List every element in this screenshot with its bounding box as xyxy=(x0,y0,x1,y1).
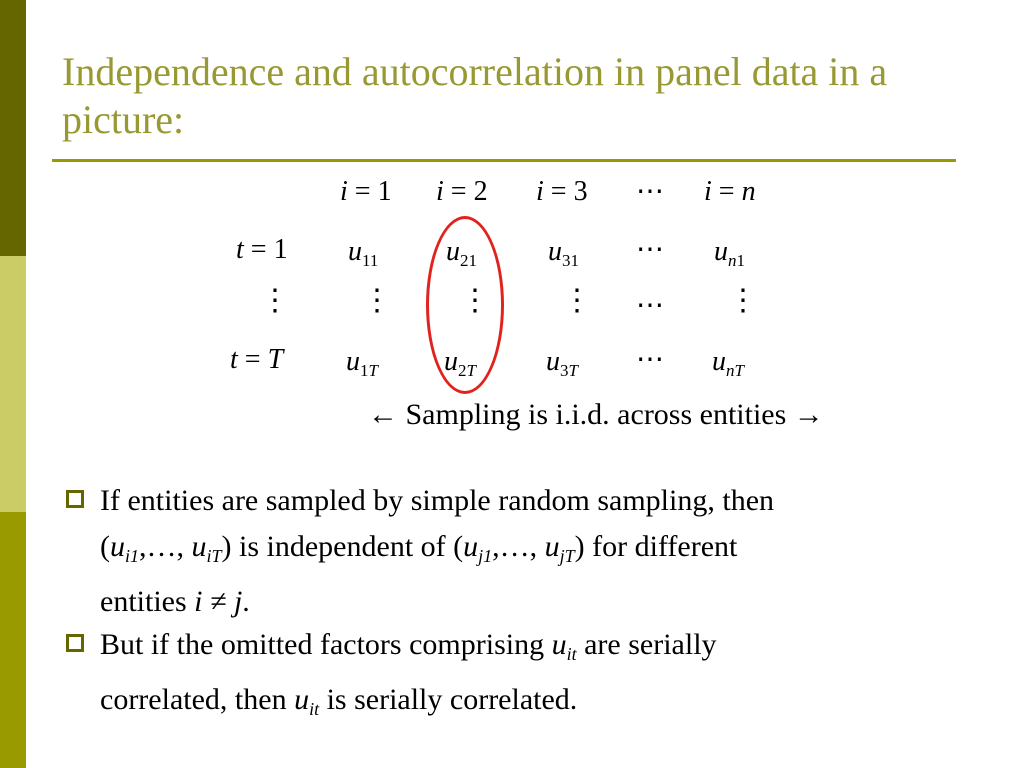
entity-2-highlight-ellipse xyxy=(426,216,504,394)
row-label-tT: t = T xyxy=(230,344,284,375)
rowT-ellipsis: ⋯ xyxy=(636,344,664,375)
bullet-independence xyxy=(66,478,966,625)
cell-unT: $u_{nT}$ xyxy=(712,346,744,380)
vdots-coln: ⋮ xyxy=(728,284,758,317)
col-header-i1: i = 1 xyxy=(340,176,392,207)
row1-ellipsis: ⋯ xyxy=(636,234,664,265)
bullet-serial-correlation-text: But if the omitted factors comprising $u_{it}$ are serially correlated, then $u_{it}$ is serially correlated. xyxy=(100,628,717,719)
cell-u1T: $u_{1T}$ xyxy=(346,346,378,380)
hdots-middle: ⋯ xyxy=(636,290,664,321)
square-bullet-icon xyxy=(66,490,84,508)
left-accent-band-bottom xyxy=(0,512,26,768)
cell-u31: $u_{31}$ xyxy=(548,236,579,270)
cell-u3T: $u_{3T}$ xyxy=(546,346,578,380)
bullet-serial-correlation xyxy=(66,622,966,732)
row-label-t1: t = 1 xyxy=(236,234,288,265)
col-header-ellipsis: ⋯ xyxy=(636,176,664,207)
slide-title: Independence and autocorrelation in panel data in a picture: xyxy=(62,49,888,142)
cell-un1: $u_{n1}$ xyxy=(714,236,745,270)
cell-u11: $u_{11}$ xyxy=(348,236,379,270)
col-header-i2: i = 2 xyxy=(436,176,488,207)
col-header-in: i = n xyxy=(704,176,756,207)
vdots-col0: ⋮ xyxy=(260,284,290,317)
vdots-col2: ⋮ xyxy=(460,284,490,317)
cell-u21: $u_{21}$ xyxy=(446,236,477,270)
col-header-i3: i = 3 xyxy=(536,176,588,207)
cell-u2T: $u_{2T}$ xyxy=(444,346,476,380)
vdots-col3: ⋮ xyxy=(562,284,592,317)
left-accent-band-middle xyxy=(0,256,26,512)
vdots-col1: ⋮ xyxy=(362,284,392,317)
square-bullet-icon xyxy=(66,634,84,652)
left-accent-band-top xyxy=(0,0,26,256)
title-underline xyxy=(52,159,956,162)
sampling-note: ← Sampling is i.i.d. across entities → xyxy=(368,398,824,431)
bullet-independence-text: If entities are sampled by simple random sampling, then ($u_{i1},\dots$, $u_{iT}$) is independent of ($u_{j1},\dots$, $u_{jT}$) for different entities i ≠ j. xyxy=(100,484,775,618)
